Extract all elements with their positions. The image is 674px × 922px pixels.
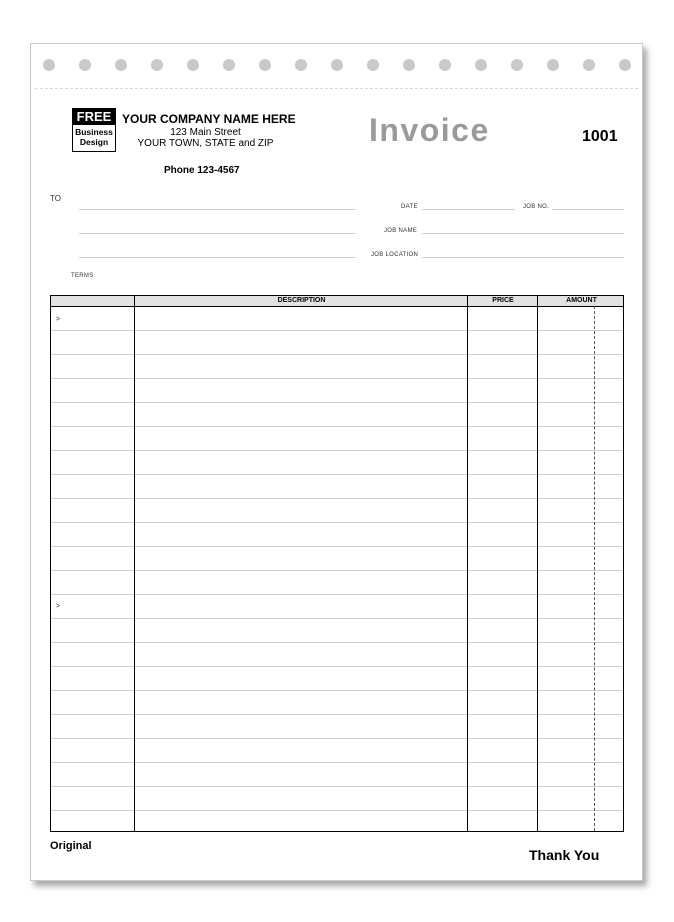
punch-hole xyxy=(403,59,415,71)
amount-cents-divider xyxy=(594,306,595,831)
logo-line-design: Design xyxy=(79,137,109,147)
column-divider-description xyxy=(134,296,135,831)
punch-hole xyxy=(295,59,307,71)
date-field-line[interactable] xyxy=(422,209,515,210)
column-divider-amount xyxy=(537,296,538,831)
job-name-label: JOB NAME xyxy=(384,228,418,234)
job-no-field-line[interactable] xyxy=(552,209,624,210)
line-items-table xyxy=(50,295,624,832)
thank-you-text: Thank You xyxy=(529,847,600,863)
invoice-form-sheet xyxy=(30,43,643,881)
punch-holes xyxy=(31,59,642,73)
punch-hole xyxy=(547,59,559,71)
punch-hole xyxy=(223,59,235,71)
job-location-label: JOB LOCATION xyxy=(371,252,419,258)
column-divider-price xyxy=(467,296,468,831)
punch-hole xyxy=(79,59,91,71)
date-label: DATE xyxy=(401,204,418,210)
to-label: TO xyxy=(50,194,61,203)
punch-hole xyxy=(115,59,127,71)
punch-hole xyxy=(583,59,595,71)
logo-badge xyxy=(72,108,116,152)
invoice-number: 1001 xyxy=(582,128,618,145)
job-name-field-line[interactable] xyxy=(422,233,624,234)
column-header-item xyxy=(51,296,135,306)
punch-hole xyxy=(331,59,343,71)
logo-text xyxy=(73,127,115,147)
logo-line-business: Business xyxy=(75,127,113,137)
job-no-label: JOB NO. xyxy=(523,204,550,210)
company-street: 123 Main Street xyxy=(170,127,241,138)
document-title: Invoice xyxy=(369,112,490,148)
to-line-2[interactable] xyxy=(79,233,356,234)
job-location-field-line[interactable] xyxy=(422,257,624,258)
punch-hole xyxy=(43,59,55,71)
row-marker-second: > xyxy=(56,603,61,610)
punch-hole xyxy=(439,59,451,71)
punch-hole xyxy=(151,59,163,71)
to-line-1[interactable] xyxy=(79,209,356,210)
punch-hole xyxy=(187,59,199,71)
logo-free-label: FREE xyxy=(73,109,115,125)
row-marker-first: > xyxy=(56,316,61,323)
company-city-line: YOUR TOWN, STATE and ZIP xyxy=(137,138,274,149)
terms-label: TERMS xyxy=(71,273,94,279)
column-header-price: PRICE xyxy=(492,297,514,304)
company-phone: Phone 123-4567 xyxy=(164,165,240,176)
punch-hole xyxy=(511,59,523,71)
punch-hole xyxy=(259,59,271,71)
punch-hole xyxy=(619,59,631,71)
to-line-3[interactable] xyxy=(79,257,356,258)
copy-label: Original xyxy=(50,840,92,852)
column-header-amount: AMOUNT xyxy=(566,297,597,304)
company-name: YOUR COMPANY NAME HERE xyxy=(122,112,296,126)
punch-hole xyxy=(475,59,487,71)
punch-hole xyxy=(367,59,379,71)
perforation-line xyxy=(35,88,638,89)
column-header-description: DESCRIPTION xyxy=(277,297,326,304)
